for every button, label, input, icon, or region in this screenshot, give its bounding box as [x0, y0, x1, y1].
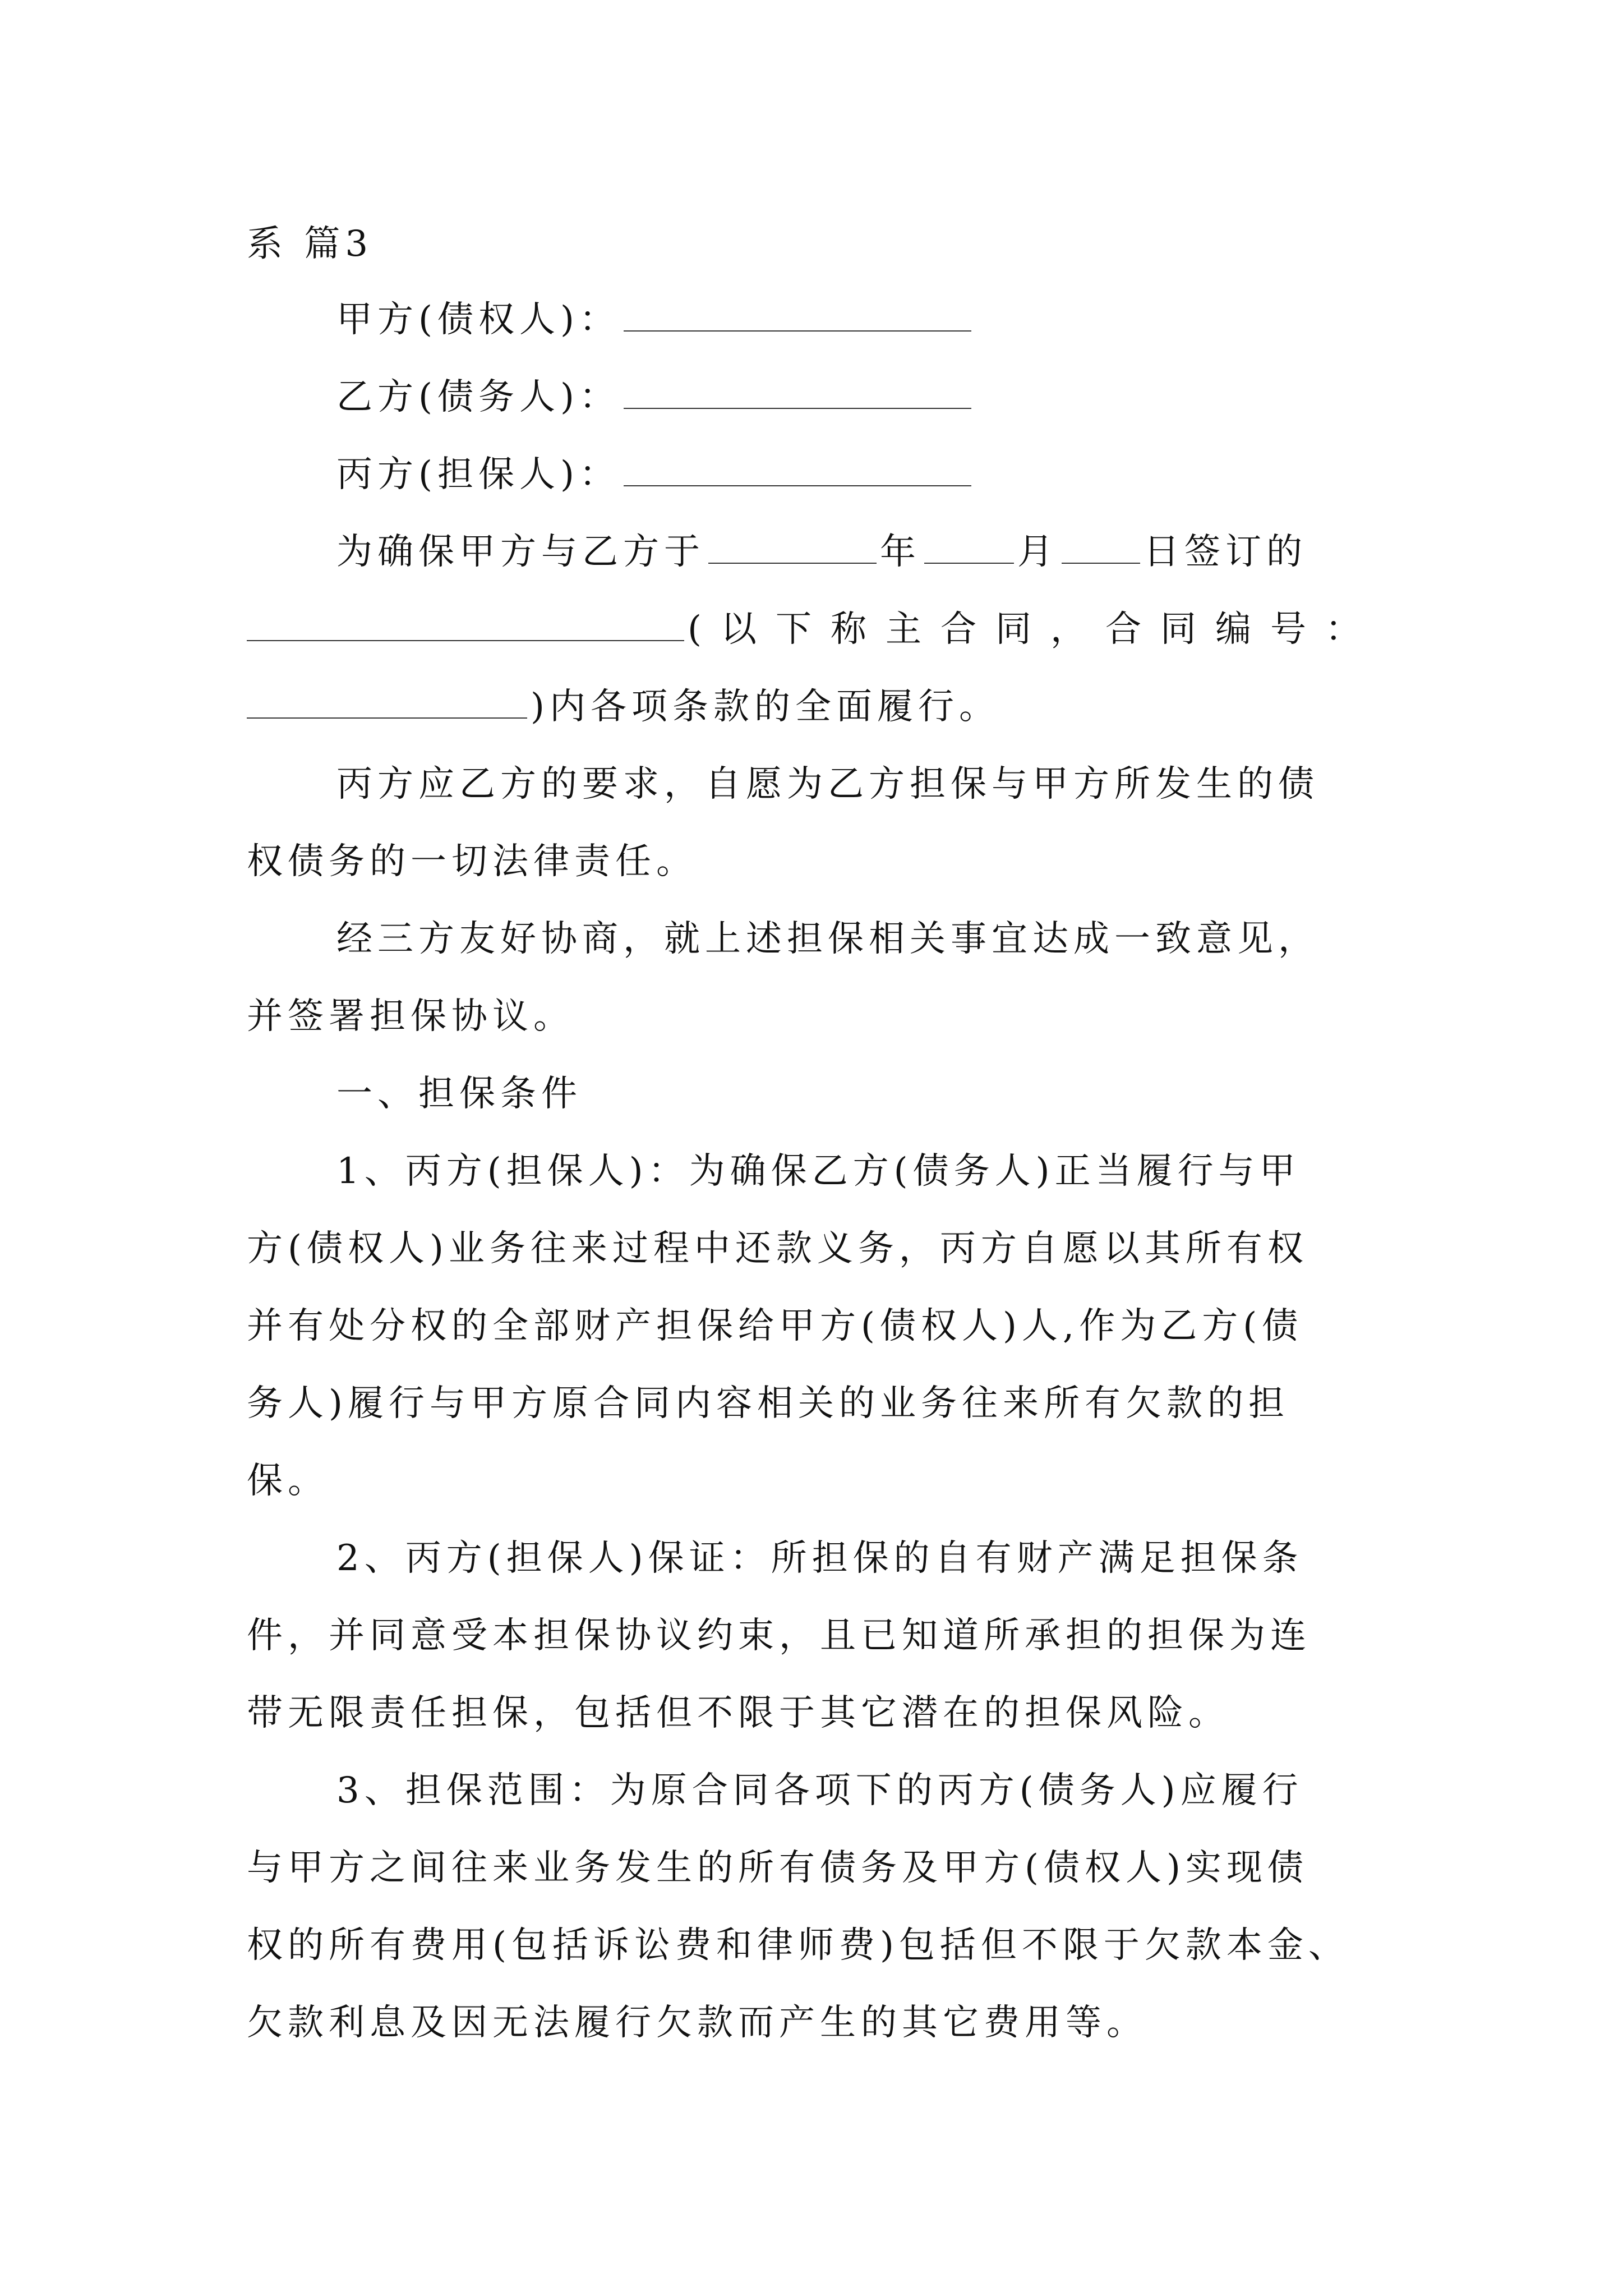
- year-blank: [708, 563, 877, 564]
- paragraph-line: 经三方友好协商，就上述担保相关事宜达成一致意见，: [336, 918, 1319, 960]
- party-a-line: [336, 297, 975, 342]
- clause-line: 权的所有费用(包括诉讼费和律师费)包括但不限于欠款本金、: [247, 1925, 1349, 1966]
- clause-line: 务人)履行与甲方原合同内容相关的业务往来所有欠款的担: [247, 1383, 1289, 1424]
- party-b-line: [336, 375, 975, 420]
- clause-line: 与甲方之间往来业务发生的所有债务及甲方(债权人)实现债: [247, 1847, 1308, 1889]
- preamble-line-2: [247, 607, 1380, 652]
- section-title: 一、担保条件: [336, 1073, 582, 1115]
- preamble-intro: 为确保甲方与乙方于: [336, 531, 705, 573]
- clause-line: 3、担保范围：为原合同各项下的丙方(债务人)应履行: [336, 1770, 1303, 1811]
- main-contract-blank: [247, 640, 684, 641]
- preamble-closing: )内各项条款的全面履行。: [531, 686, 1000, 728]
- day-blank: [1062, 563, 1140, 564]
- party-a-blank: [624, 330, 971, 332]
- party-b-blank: [624, 408, 971, 409]
- clause-line: 并有处分权的全部财产担保给甲方(债权人)人,作为乙方(债: [247, 1305, 1303, 1347]
- contract-number-blank: [247, 717, 527, 719]
- party-a-label: 甲方(债权人)：: [336, 299, 620, 341]
- party-c-line: [336, 452, 975, 497]
- day-signed-label: 日签订的: [1144, 531, 1307, 573]
- clause-line: 件，并同意受本担保协议约束，且已知道所承担的担保为连: [247, 1615, 1311, 1657]
- party-c-blank: [624, 485, 971, 486]
- clause-line: 带无限责任担保，包括但不限于其它潜在的担保风险。: [247, 1692, 1229, 1734]
- party-c-label: 丙方(担保人)：: [336, 454, 620, 495]
- clause-line: 方(债权人)业务往来过程中还款义务，丙方自愿以其所有权: [247, 1228, 1308, 1269]
- clause-line: 1、丙方(担保人)：为确保乙方(债务人)正当履行与甲: [336, 1151, 1301, 1192]
- month-blank: [924, 563, 1014, 564]
- month-label: 月: [1017, 531, 1058, 573]
- clause-line: 2、丙方(担保人)保证：所担保的自有财产满足担保条: [336, 1538, 1303, 1579]
- paragraph-line: 丙方应乙方的要求，自愿为乙方担保与甲方所发生的债: [336, 763, 1319, 805]
- party-b-label: 乙方(债务人)：: [336, 376, 620, 418]
- year-label: 年: [880, 531, 921, 573]
- paragraph-line: 并签署担保协议。: [247, 996, 574, 1037]
- paragraph-line: 权债务的一切法律责任。: [247, 841, 697, 882]
- clause-line: 欠款利息及因无法履行欠款而产生的其它费用等。: [247, 2002, 1147, 2044]
- preamble-line-3: [247, 684, 1000, 729]
- clause-line: 保。: [247, 1460, 329, 1502]
- main-contract-note: (以下称主合同，合同编号：: [688, 609, 1380, 650]
- preamble-line-1: [336, 530, 1307, 574]
- page-header: 系 篇3: [247, 223, 374, 265]
